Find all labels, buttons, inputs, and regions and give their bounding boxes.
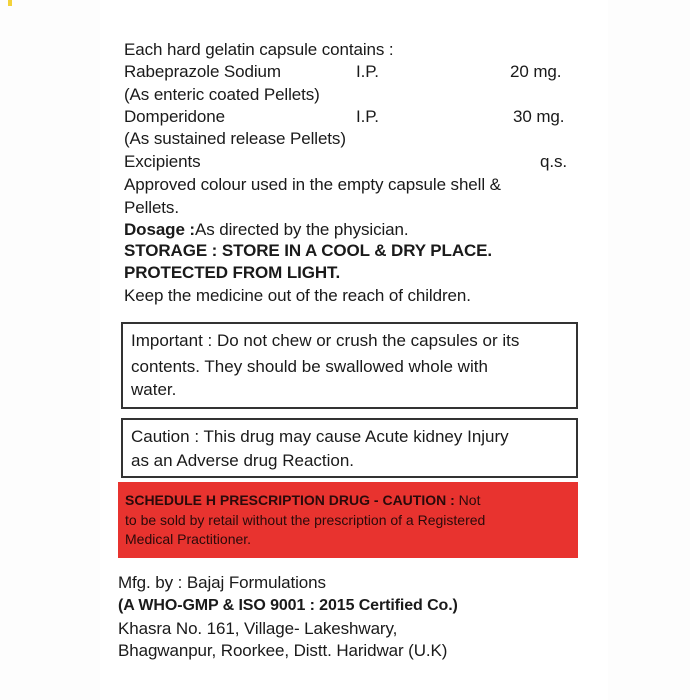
manufacturer-name: Mfg. by : Bajaj Formulations bbox=[118, 573, 326, 592]
composition-heading: Each hard gelatin capsule contains : bbox=[124, 40, 394, 59]
certification: (A WHO-GMP & ISO 9001 : 2015 Certified Co.) bbox=[118, 597, 458, 614]
important-line: Important : Do not chew or crush the capsules or its bbox=[131, 331, 520, 350]
corner-mark bbox=[8, 0, 12, 6]
caution-line: as an Adverse drug Reaction. bbox=[131, 451, 355, 470]
warning-bold: SCHEDULE H PRESCRIPTION DRUG - CAUTION : bbox=[125, 492, 455, 508]
storage-line-cont: PROTECTED FROM LIGHT. bbox=[124, 263, 341, 282]
address-line: Bhagwanpur, Roorkee, Distt. Haridwar (U.K) bbox=[118, 641, 448, 660]
dosage-label: Dosage : bbox=[124, 220, 195, 239]
ingredient-name: Rabeprazole Sodium bbox=[124, 62, 281, 81]
caution-box bbox=[121, 418, 578, 478]
ingredient-note: (As sustained release Pellets) bbox=[124, 129, 346, 148]
ingredient-standard: I.P. bbox=[356, 107, 379, 126]
caution-line: Caution : This drug may cause Acute kidney Injury bbox=[131, 427, 509, 446]
colour-note-cont: Pellets. bbox=[124, 198, 179, 217]
excipients-label: Excipients bbox=[124, 152, 201, 171]
important-line: contents. They should be swallowed whole with bbox=[131, 357, 488, 376]
ingredient-name: Domperidone bbox=[124, 107, 225, 126]
warning-text: Not bbox=[454, 492, 481, 508]
address-line: Khasra No. 161, Village- Lakeshwary, bbox=[118, 619, 398, 638]
warning-line: to be sold by retail without the prescription of a Registered bbox=[125, 512, 486, 528]
keep-away-note: Keep the medicine out of the reach of children. bbox=[124, 286, 471, 305]
colour-note: Approved colour used in the empty capsule shell & bbox=[124, 175, 501, 194]
warning-line bbox=[125, 491, 480, 510]
storage-line: STORAGE : STORE IN A COOL & DRY PLACE. bbox=[124, 241, 493, 260]
dosage-line bbox=[124, 220, 409, 240]
ingredient-standard: I.P. bbox=[356, 62, 379, 81]
left-margin bbox=[0, 0, 100, 700]
important-box bbox=[121, 322, 578, 409]
excipients-amount: q.s. bbox=[540, 152, 568, 171]
schedule-h-warning bbox=[118, 482, 578, 558]
ingredient-note: (As enteric coated Pellets) bbox=[124, 85, 320, 104]
ingredient-amount: 30 mg. bbox=[513, 107, 565, 126]
dosage-text: As directed by the physician. bbox=[195, 220, 409, 239]
important-line: water. bbox=[131, 380, 177, 399]
ingredient-amount: 20 mg. bbox=[510, 62, 562, 81]
right-margin bbox=[608, 0, 690, 700]
warning-line: Medical Practitioner. bbox=[125, 531, 252, 547]
